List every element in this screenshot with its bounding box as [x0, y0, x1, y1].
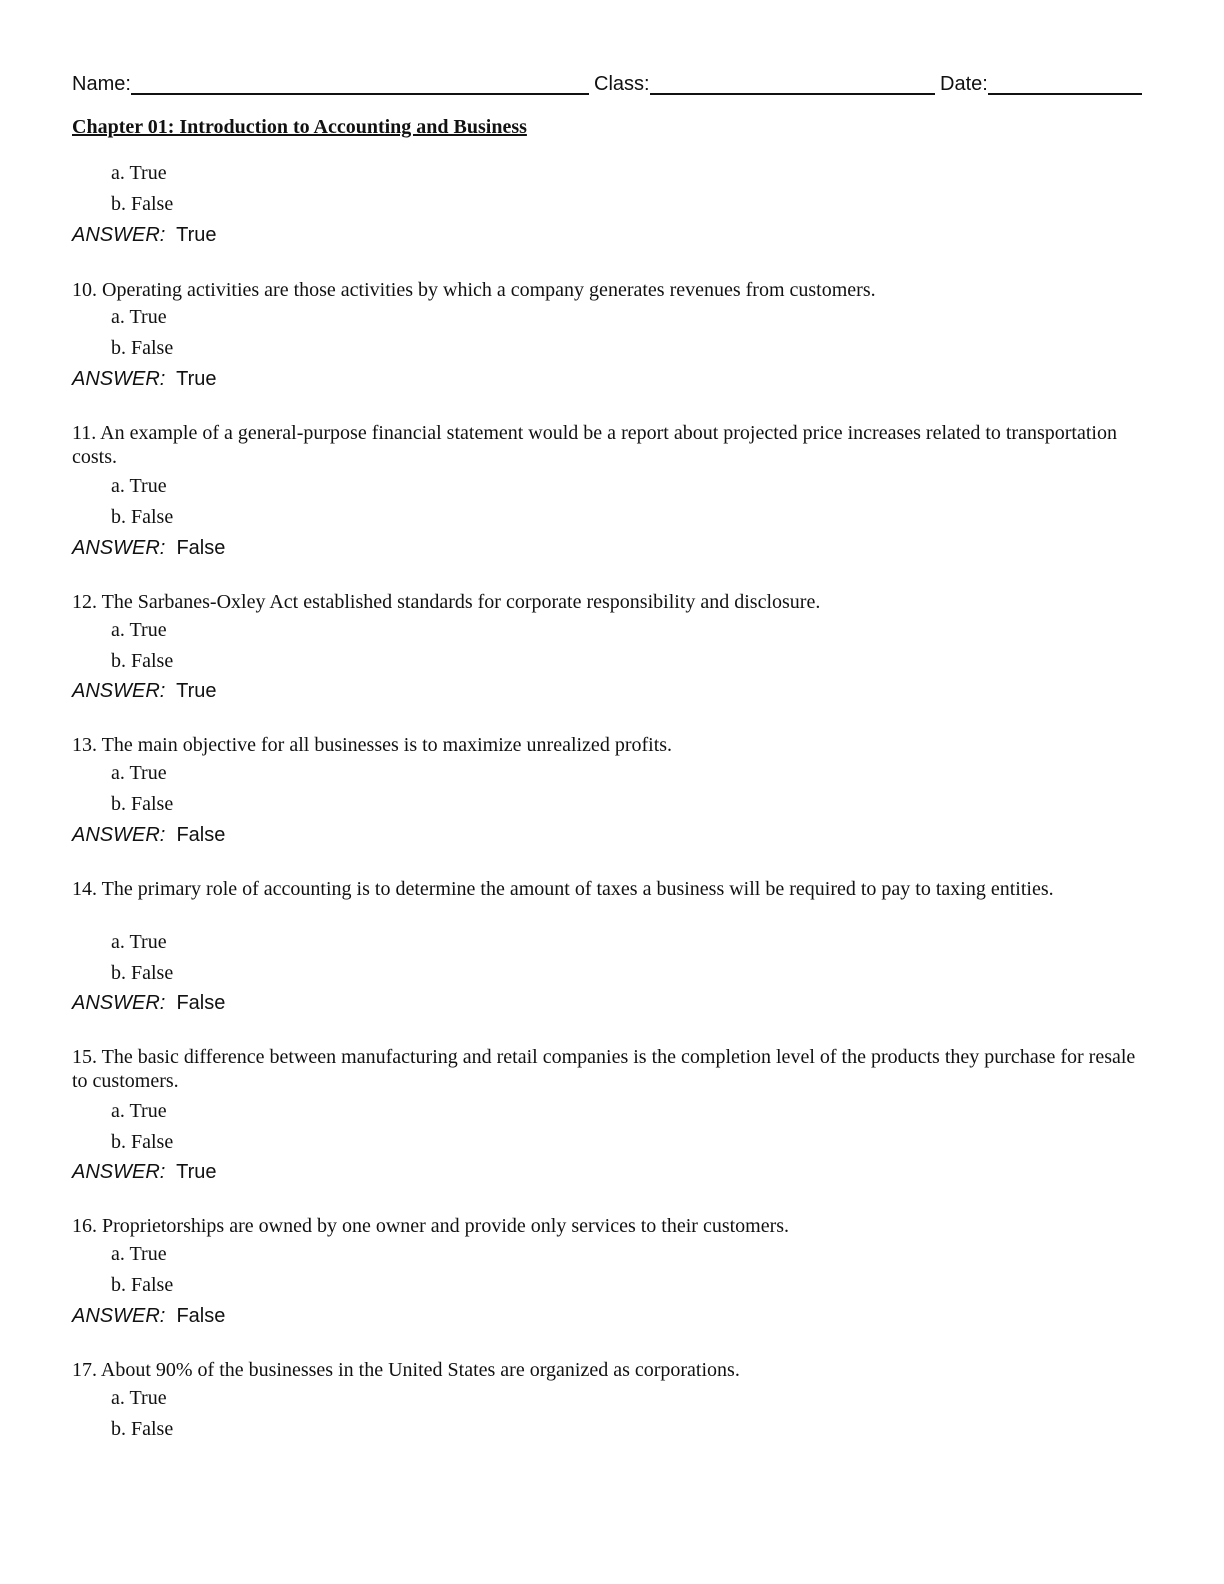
option-false: b. False [111, 506, 174, 528]
date-field-line [988, 93, 1142, 95]
answer-label: ANSWER: [72, 1161, 166, 1183]
date-label: Date: [940, 73, 988, 95]
question-text: 13. The main objective for all businesses is to maximize unrealized profits. [72, 734, 673, 756]
option-true: a. True [111, 475, 167, 497]
answer-label: ANSWER: [72, 224, 166, 246]
option-true: a. True [111, 1387, 167, 1409]
option-false: b. False [111, 1418, 174, 1440]
answer-line [72, 223, 217, 247]
answer-line [72, 1304, 225, 1328]
name-label: Name: [72, 73, 131, 95]
answer-value: False [176, 824, 226, 846]
answer-label: ANSWER: [72, 824, 166, 846]
class-field-line [650, 93, 935, 95]
option-false: b. False [111, 1131, 174, 1153]
option-true: a. True [111, 162, 167, 184]
answer-value: True [176, 368, 217, 390]
class-label: Class: [594, 73, 650, 95]
answer-value: True [176, 680, 217, 702]
question-text: 17. About 90% of the businesses in the United States are organized as corporations. [72, 1359, 740, 1381]
answer-line [72, 1160, 217, 1184]
answer-value: False [176, 992, 226, 1014]
answer-label: ANSWER: [72, 992, 166, 1014]
answer-label: ANSWER: [72, 537, 166, 559]
answer-value: True [176, 1161, 217, 1183]
answer-label: ANSWER: [72, 680, 166, 702]
option-true: a. True [111, 1243, 167, 1265]
option-false: b. False [111, 1274, 174, 1296]
answer-line [72, 823, 225, 847]
question-text: 12. The Sarbanes-Oxley Act established standards for corporate responsibility and disclosure. [72, 591, 821, 613]
answer-line [72, 679, 217, 703]
option-false: b. False [111, 193, 174, 215]
option-true: a. True [111, 762, 167, 784]
chapter-title: Chapter 01: Introduction to Accounting and Business [72, 116, 527, 138]
option-false: b. False [111, 650, 174, 672]
answer-value: False [176, 1305, 226, 1327]
option-true: a. True [111, 306, 167, 328]
option-false: b. False [111, 793, 174, 815]
option-false: b. False [111, 337, 174, 359]
answer-value: False [176, 537, 226, 559]
option-true: a. True [111, 619, 167, 641]
question-text: 10. Operating activities are those activities by which a company generates revenues from customers. [72, 279, 876, 301]
answer-value: True [176, 224, 217, 246]
option-true: a. True [111, 931, 167, 953]
question-text: 15. The basic difference between manufacturing and retail companies is the completion level of the products they purchase for resale to customers. [72, 1046, 1136, 1092]
question-text: 11. An example of a general-purpose financial statement would be a report about projected price increases related to transportation costs. [72, 422, 1117, 468]
answer-line [72, 367, 217, 391]
option-true: a. True [111, 1100, 167, 1122]
answer-label: ANSWER: [72, 368, 166, 390]
question-text: 14. The primary role of accounting is to determine the amount of taxes a business will be required to pay to taxing entities. [72, 878, 1054, 900]
answer-line [72, 991, 225, 1015]
question-text: 16. Proprietorships are owned by one owner and provide only services to their customers. [72, 1215, 790, 1237]
answer-label: ANSWER: [72, 1305, 166, 1327]
option-false: b. False [111, 962, 174, 984]
name-field-line [131, 93, 589, 95]
answer-line [72, 536, 225, 560]
